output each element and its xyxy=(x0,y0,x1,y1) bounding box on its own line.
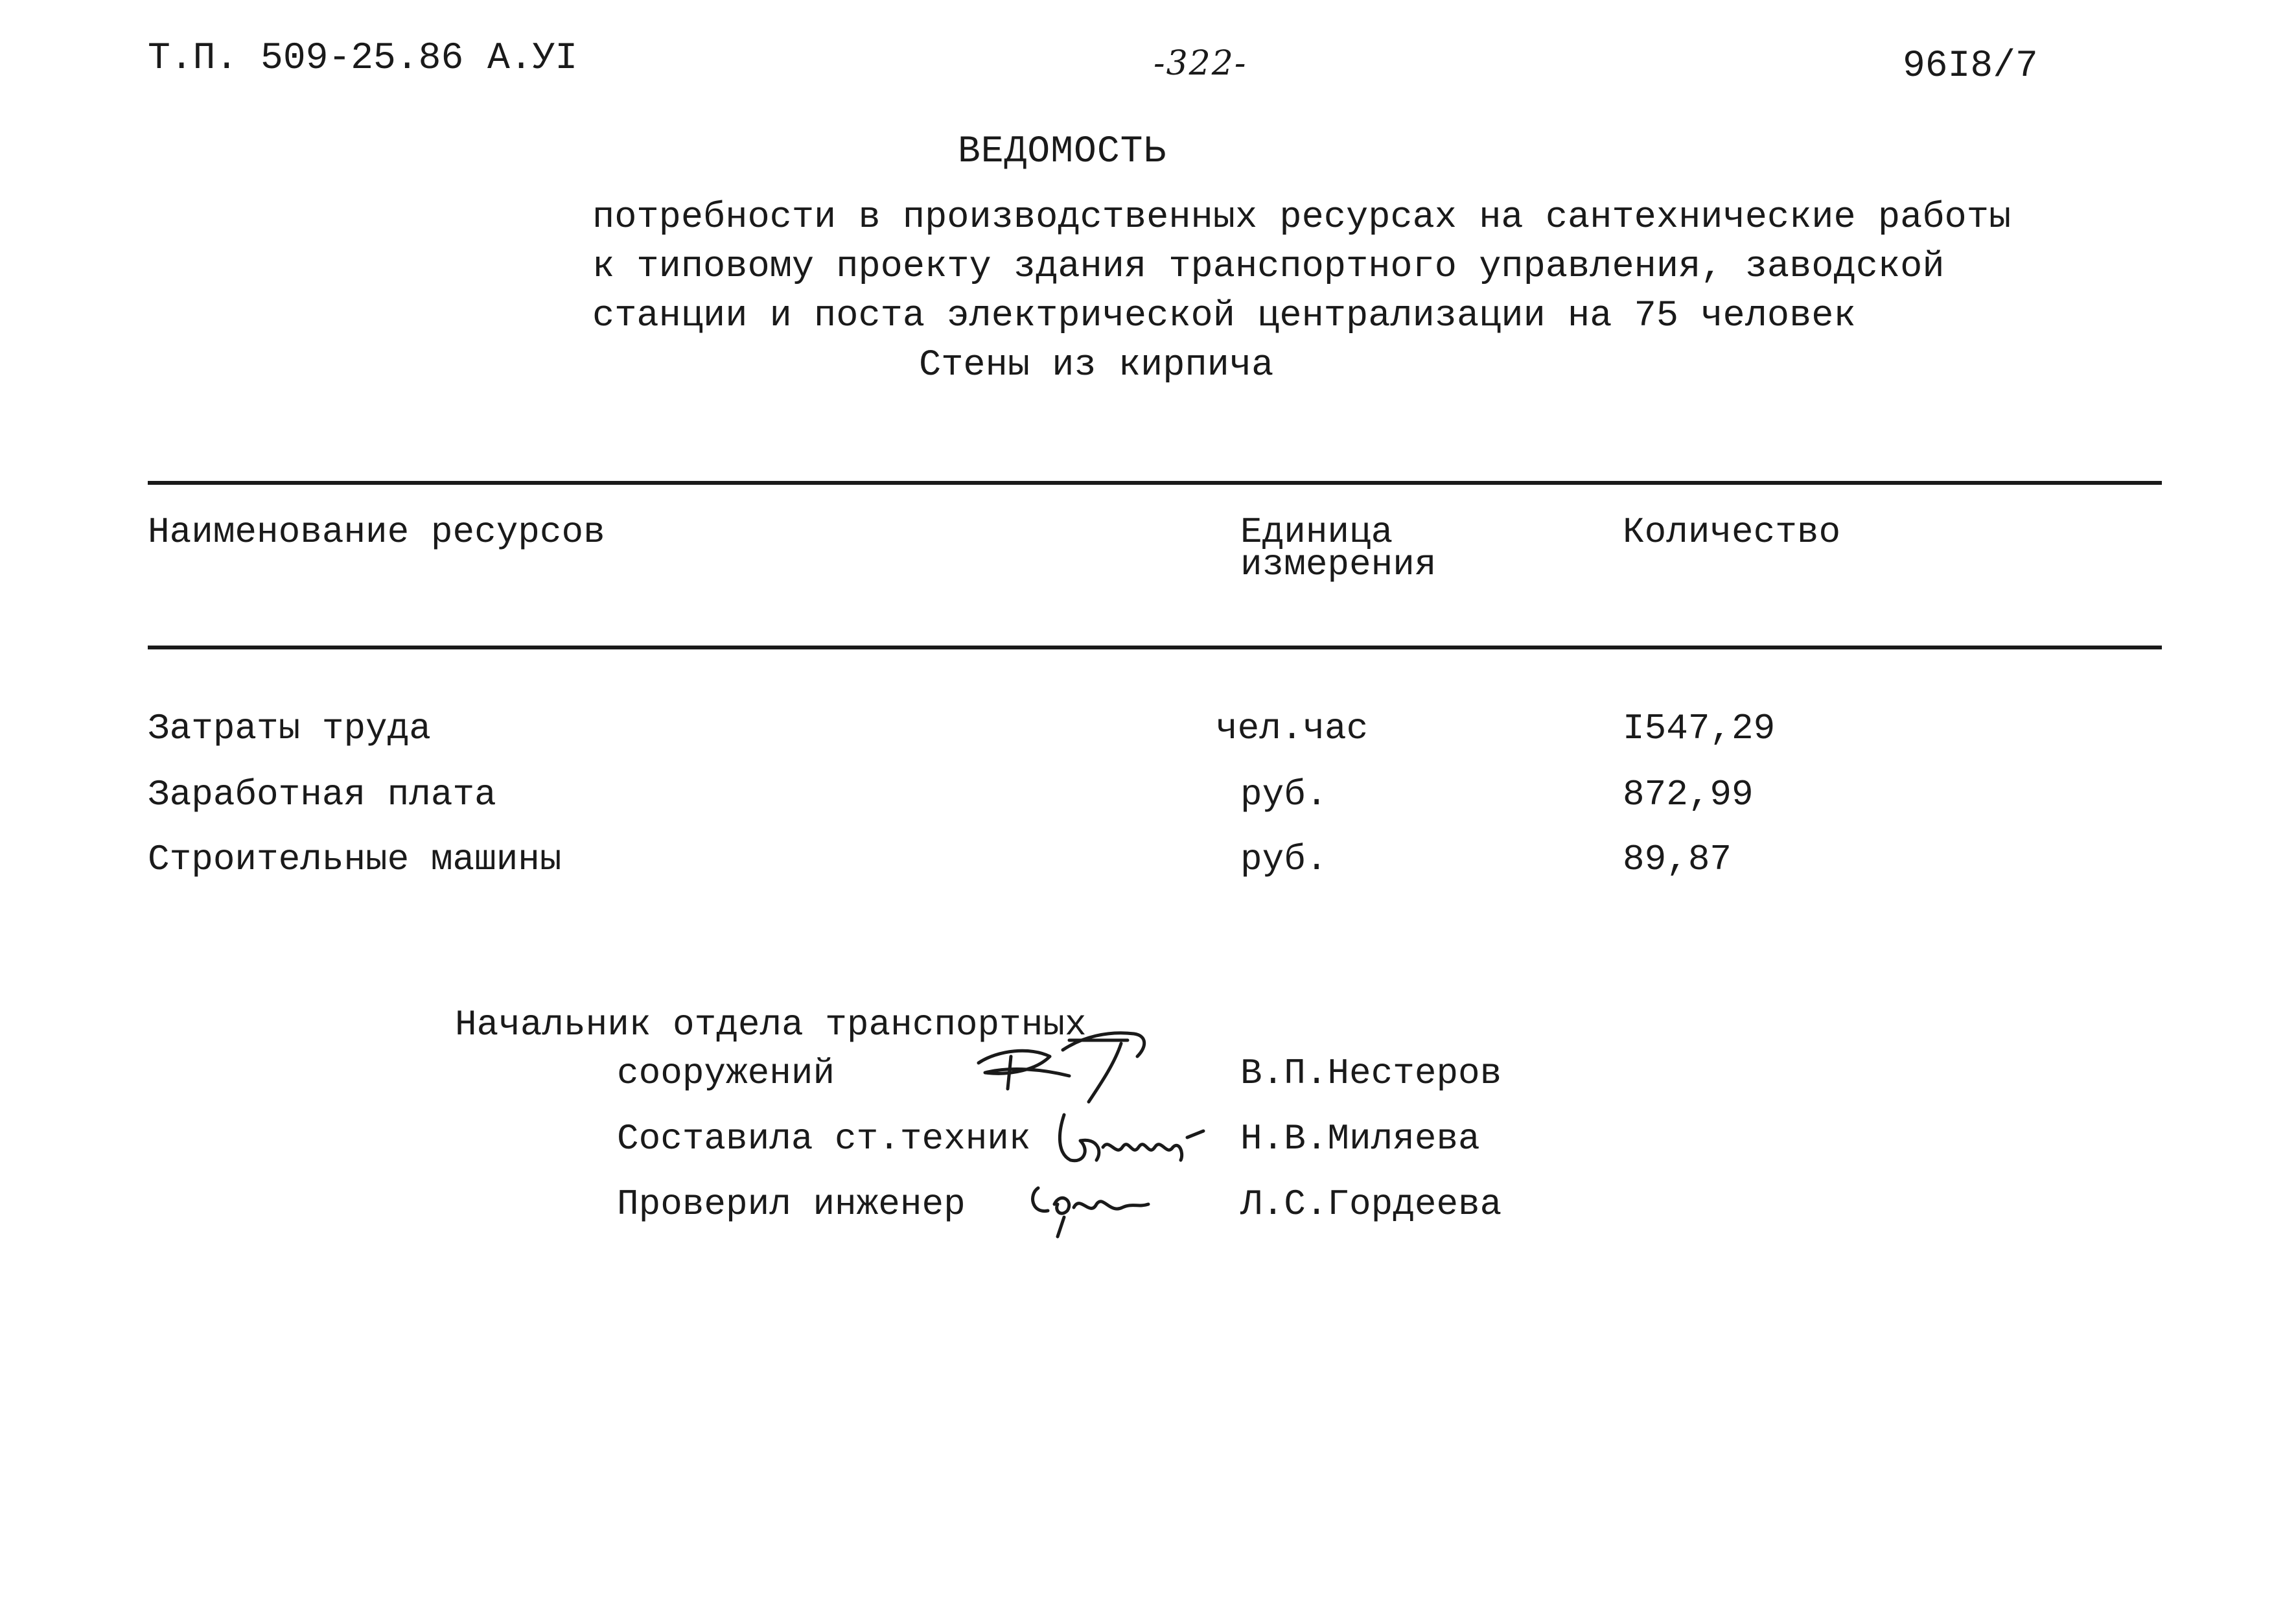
row-unit: руб. xyxy=(1240,774,1328,815)
column-header-unit-line2: измерения xyxy=(1240,544,1437,585)
signature-checker-icon xyxy=(1025,1172,1168,1243)
signer-name-compiler: Н.В.Миляева xyxy=(1240,1118,1480,1159)
subtitle-line-3: станции и поста электрической централизации на 75 человек xyxy=(592,296,1856,337)
column-header-quantity: Количество xyxy=(1623,511,1841,553)
row-quantity: 89,87 xyxy=(1623,839,1732,880)
document-title: ВЕДОМОСТЬ xyxy=(958,131,1167,173)
table-header-rule xyxy=(148,646,2162,649)
row-name: Затраты труда xyxy=(148,708,431,749)
column-header-name: Наименование ресурсов xyxy=(148,511,605,553)
subtitle-line-4: Стены из кирпича xyxy=(919,345,1274,386)
row-quantity: 872,99 xyxy=(1623,774,1754,815)
signer-name-head: В.П.Нестеров xyxy=(1240,1053,1502,1094)
row-name: Строительные машины xyxy=(148,839,562,880)
column-header-unit-line1: Единица xyxy=(1240,511,1393,553)
page-number: -322- xyxy=(1154,44,1247,83)
album-number: А.УI xyxy=(487,38,578,80)
sheet-reference: 96I8/7 xyxy=(1903,45,2038,87)
signer-name-checker: Л.С.Гордеева xyxy=(1240,1183,1502,1225)
row-name: Заработная плата xyxy=(148,774,496,815)
signature-compiler-icon xyxy=(1051,1102,1213,1173)
signer-role-head-line1: Начальник отдела транспортных xyxy=(455,1004,1087,1045)
signature-head-icon xyxy=(972,1011,1166,1102)
row-unit: чел.час xyxy=(1216,708,1369,749)
signer-role-compiler: Составила ст.техник xyxy=(617,1118,1031,1159)
subtitle-line-2: к типовому проекту здания транспортного управления, заводской xyxy=(592,246,1945,288)
subtitle-line-1: потребности в производственных ресурсах на сантехнические работы xyxy=(592,197,2012,239)
table-top-rule xyxy=(148,481,2162,485)
signer-role-head-line2: сооружений xyxy=(617,1053,835,1094)
doc-code: Т.П. 509-25.86 xyxy=(148,38,464,80)
row-unit: руб. xyxy=(1240,839,1328,880)
row-quantity: I547,29 xyxy=(1623,708,1776,749)
signer-role-checker: Проверил инженер xyxy=(617,1183,966,1225)
